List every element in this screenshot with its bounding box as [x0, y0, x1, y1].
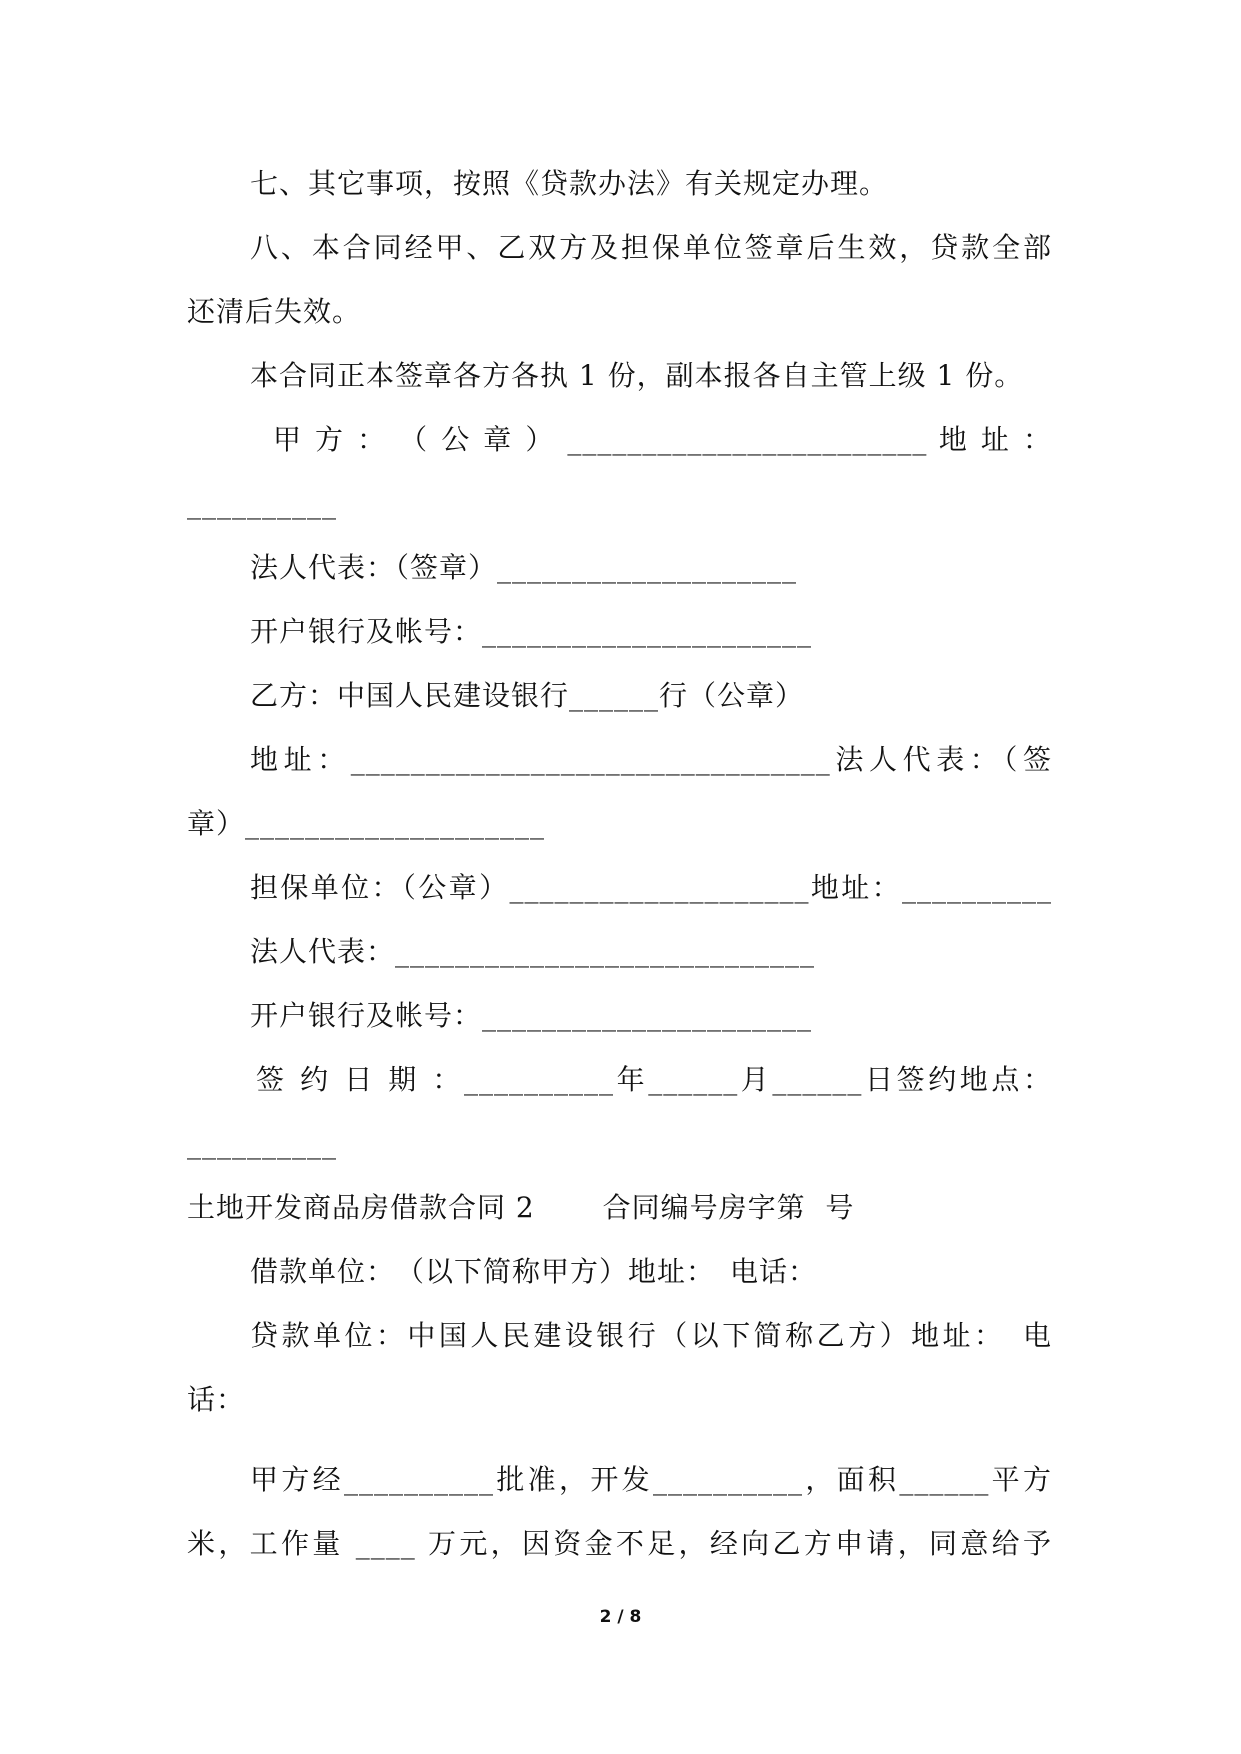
copies-clause: 本合同正本签章各方各执 1 份，副本报各自主管上级 1 份。: [250, 359, 1024, 392]
clause-7: 七、其它事项，按照《贷款办法》有关规定办理。: [250, 167, 889, 200]
guarantor-legal-rep: 法人代表：____________________________: [250, 935, 816, 968]
party-b-legal-rep-seal: 章）____________________: [187, 807, 546, 840]
project-info-line-2: 米，工作量 ____ 万元，因资金不足，经向乙方申请，同意给予: [187, 1527, 1052, 1560]
party-a-address-blank: __________: [187, 487, 337, 520]
party-a-seal-address: 甲 方 ： （ 公 章 ） ________________________ 地 址 ：: [273, 423, 1052, 456]
signing-date-place: 签 约 日 期 ：__________年______月______日签约地点：: [256, 1063, 1052, 1096]
party-a-legal-rep: 法人代表：（签章）____________________: [250, 551, 798, 584]
guarantor-seal-address: 担保单位：（公章）____________________地址：__________: [250, 871, 1052, 904]
guarantor-bank-account: 开户银行及帐号：______________________: [250, 999, 813, 1032]
signing-place-blank: __________: [187, 1127, 337, 1160]
clause-8-line-2: 还清后失效。: [187, 295, 362, 328]
project-info-line-1: 甲方经__________批准，开发__________，面积______平方: [250, 1463, 1052, 1496]
contract-2-title: 土地开发商品房借款合同 2 合同编号房字第 号: [187, 1191, 855, 1224]
party-b-bank: 乙方：中国人民建设银行______行（公章）: [250, 679, 805, 712]
party-a-bank-account: 开户银行及帐号：______________________: [250, 615, 813, 648]
clause-8-line-1: 八、本合同经甲、乙双方及担保单位签章后生效，贷款全部: [250, 231, 1052, 264]
party-b-address-legal-rep: 地址：________________________________法人代表：（签: [250, 743, 1052, 776]
page-number: 2 / 8: [599, 1607, 642, 1627]
lender-info-line-1: 贷款单位：中国人民建设银行（以下简称乙方）地址： 电: [250, 1319, 1052, 1352]
lender-info-line-2: 话：: [187, 1383, 246, 1416]
borrower-info: 借款单位： （以下简称甲方）地址： 电话：: [250, 1255, 818, 1288]
